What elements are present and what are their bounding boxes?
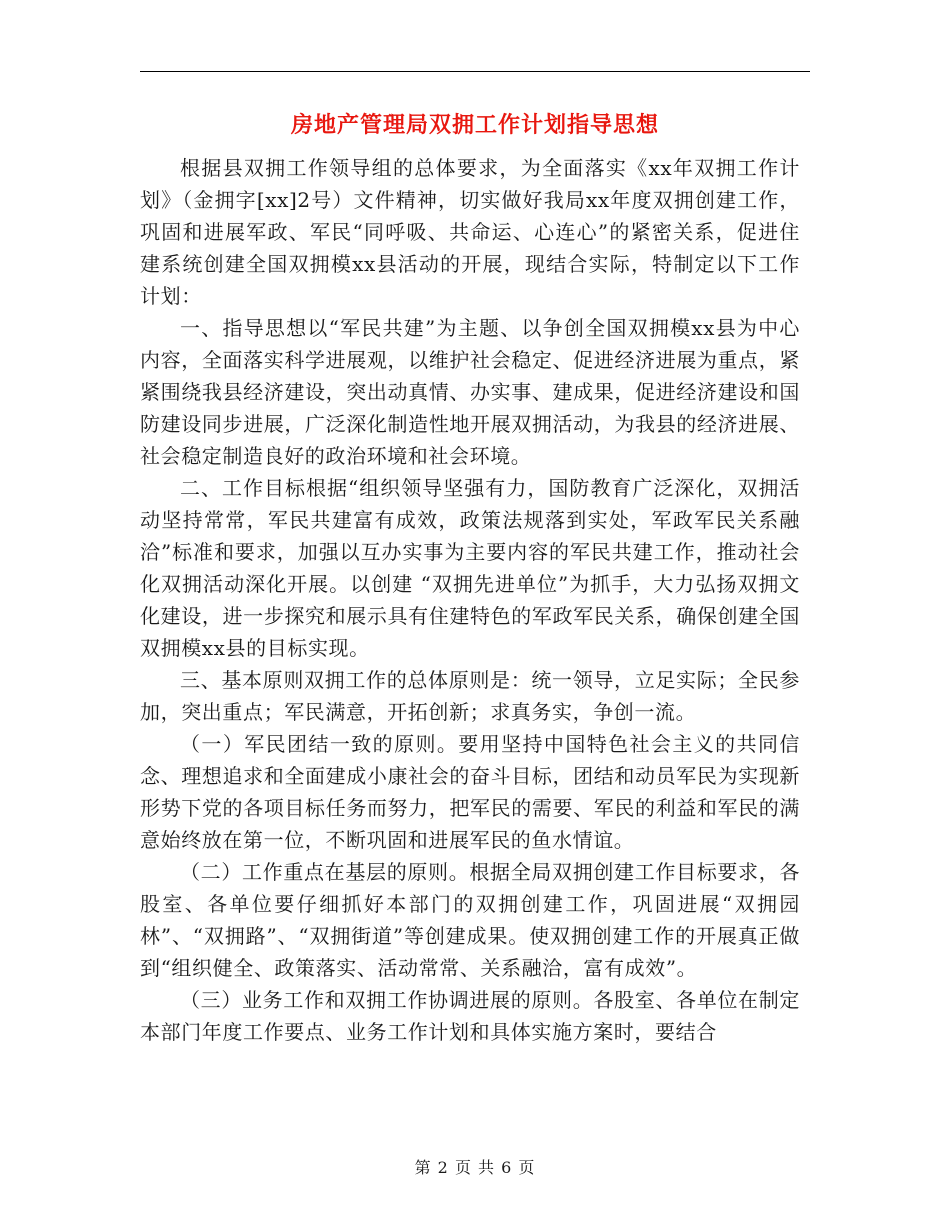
paragraph-work-goals: 二、工作目标根据“组织领导坚强有力，国防教育广泛深化，双拥活动坚持常常，军民共建富有成效，政策法规落到实处，军政军民关系融洽”标准和要求，加强以互办实事为主要内容的军民共建工作，推动社会化双拥活动深化开展。以创建 “双拥先进单位”为抓手，大力弘扬双拥文化建设，进一步探究和展示具有住建特色的军政军民关系，确保创建全国双拥模xx县的目标实现。: [140, 476, 800, 660]
document-title: 房地产管理局双拥工作计划指导思想: [290, 112, 659, 138]
document-body: [140, 152, 800, 1048]
paragraph-principle-1: （一）军民团结一致的原则。要用坚持中国特色社会主义的共同信念、理想追求和全面建成小康社会的奋斗目标，团结和动员军民为实现新形势下党的各项目标任务而努力，把军民的需要、军民的利益和军民的满意始终放在第一位，不断巩固和进展军民的鱼水情谊。: [140, 732, 800, 852]
paragraph-principle-2: （二）工作重点在基层的原则。根据全局双拥创建工作目标要求，各股室、各单位要仔细抓好本部门的双拥创建工作，巩固进展“双拥园林”、“双拥路”、“双拥街道”等创建成果。使双拥创建工作的开展真正做到“组织健全、政策落实、活动常常、关系融洽，富有成效”。: [140, 860, 800, 980]
page-number: 第 2 页 共 6 页: [414, 1158, 536, 1177]
header-rule: [140, 71, 810, 72]
paragraph-basic-principles: 三、基本原则双拥工作的总体原则是：统一领导，立足实际；全民参加，突出重点；军民满意，开拓创新；求真务实，争创一流。: [140, 668, 800, 724]
paragraph-guiding-ideology: 一、指导思想以“军民共建”为主题、以争创全国双拥模xx县为中心内容，全面落实科学进展观，以维护社会稳定、促进经济进展为重点，紧紧围绕我县经济建设，突出动真情、办实事、建成果，促进经济建设和国防建设同步进展，广泛深化制造性地开展双拥活动，为我县的经济进展、社会稳定制造良好的政治环境和社会环境。: [140, 316, 800, 468]
paragraph-principle-3: （三）业务工作和双拥工作协调进展的原则。各股室、各单位在制定本部门年度工作要点、业务工作计划和具体实施方案时，要结合: [140, 988, 800, 1044]
paragraph-intro: 根据县双拥工作领导组的总体要求，为全面落实《xx年双拥工作计划》（金拥字[xx]2号）文件精神，切实做好我局xx年度双拥创建工作，巩固和进展军政、军民“同呼吸、共命运、心连心”的紧密关系，促进住建系统创建全国双拥模xx县活动的开展，现结合实际，特制定以下工作计划：: [140, 156, 800, 308]
